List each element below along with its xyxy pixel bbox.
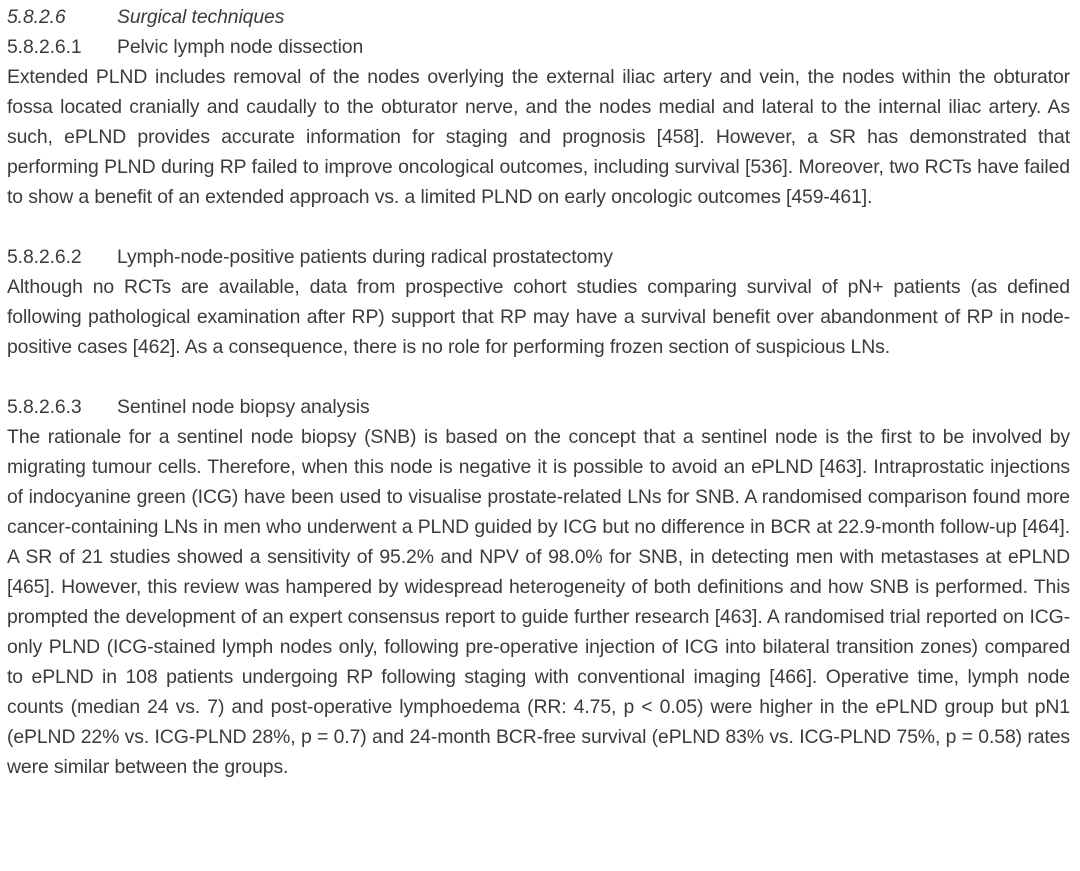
section-title: Pelvic lymph node dissection — [117, 36, 364, 58]
section-title: Lymph-node-positive patients during radical prostatectomy — [117, 246, 613, 268]
section-heading-lymph-node-positive-patients — [7, 242, 1070, 272]
section-heading-sentinel-node-biopsy — [7, 392, 1070, 422]
section-number: 5.8.2.6.2 — [7, 246, 82, 268]
blank-line — [7, 212, 1070, 242]
section-number: 5.8.2.6 — [7, 6, 66, 28]
paragraph-pelvic-lymph-node-dissection: Extended PLND includes removal of the nodes overlying the external iliac artery and vein, the nodes within the obturator fossa located cranially and caudally to the obturator nerve, and the nodes medial and lateral to the internal iliac artery. As such, ePLND provides accurate information for staging and prognosis [458]. However, a SR has demonstrated that performing PLND during RP failed to improve oncological outcomes, including survival [536]. Moreover, two RCTs have failed to show a benefit of an extended approach vs. a limited PLND on early oncologic outcomes [459-461]. — [7, 66, 1070, 208]
section-title: Surgical techniques — [117, 6, 285, 28]
paragraph-lymph-node-positive-patients: Although no RCTs are available, data from prospective cohort studies comparing survival of pN+ patients (as defined following pathological examination after RP) support that RP may have a survival benefit over abandonment of RP in node-positive cases [462]. As a consequence, there is no role for performing frozen section of suspicious LNs. — [7, 276, 1070, 358]
section-heading-pelvic-lymph-node-dissection — [7, 32, 1070, 62]
section-heading-surgical-techniques — [7, 2, 1070, 32]
section-title: Sentinel node biopsy analysis — [117, 396, 370, 418]
section-number: 5.8.2.6.3 — [7, 396, 82, 418]
paragraph-sentinel-node-biopsy: The rationale for a sentinel node biopsy (SNB) is based on the concept that a sentinel node is the first to be involved by migrating tumour cells. Therefore, when this node is negative it is possible to avoid an ePLND [463]. Intraprostatic injections of indocyanine green (ICG) have been used to visualise prostate-related LNs for SNB. A randomised comparison found more cancer-containing LNs in men who underwent a PLND guided by ICG but no difference in BCR at 22.9-month follow-up [464]. A SR of 21 studies showed a sensitivity of 95.2% and NPV of 98.0% for SNB, in detecting men with metastases at ePLND [465]. However, this review was hampered by widespread heterogeneity of both definitions and how SNB is performed. This prompted the development of an expert consensus report to guide further research [463]. A randomised trial reported on ICG-only PLND (ICG-stained lymph nodes only, following pre-operative injection of ICG into bilateral transition zones) compared to ePLND in 108 patients undergoing RP following staging with conventional imaging [466]. Operative time, lymph node counts (median 24 vs. 7) and post-operative lymphoedema (RR: 4.75, p < 0.05) were higher in the ePLND group but pN1 (ePLND 22% vs. ICG-PLND 28%, p = 0.7) and 24-month BCR-free survival (ePLND 83% vs. ICG-PLND 75%, p = 0.58) rates were similar between the groups. — [7, 426, 1070, 778]
blank-line — [7, 362, 1070, 392]
section-number: 5.8.2.6.1 — [7, 36, 82, 58]
